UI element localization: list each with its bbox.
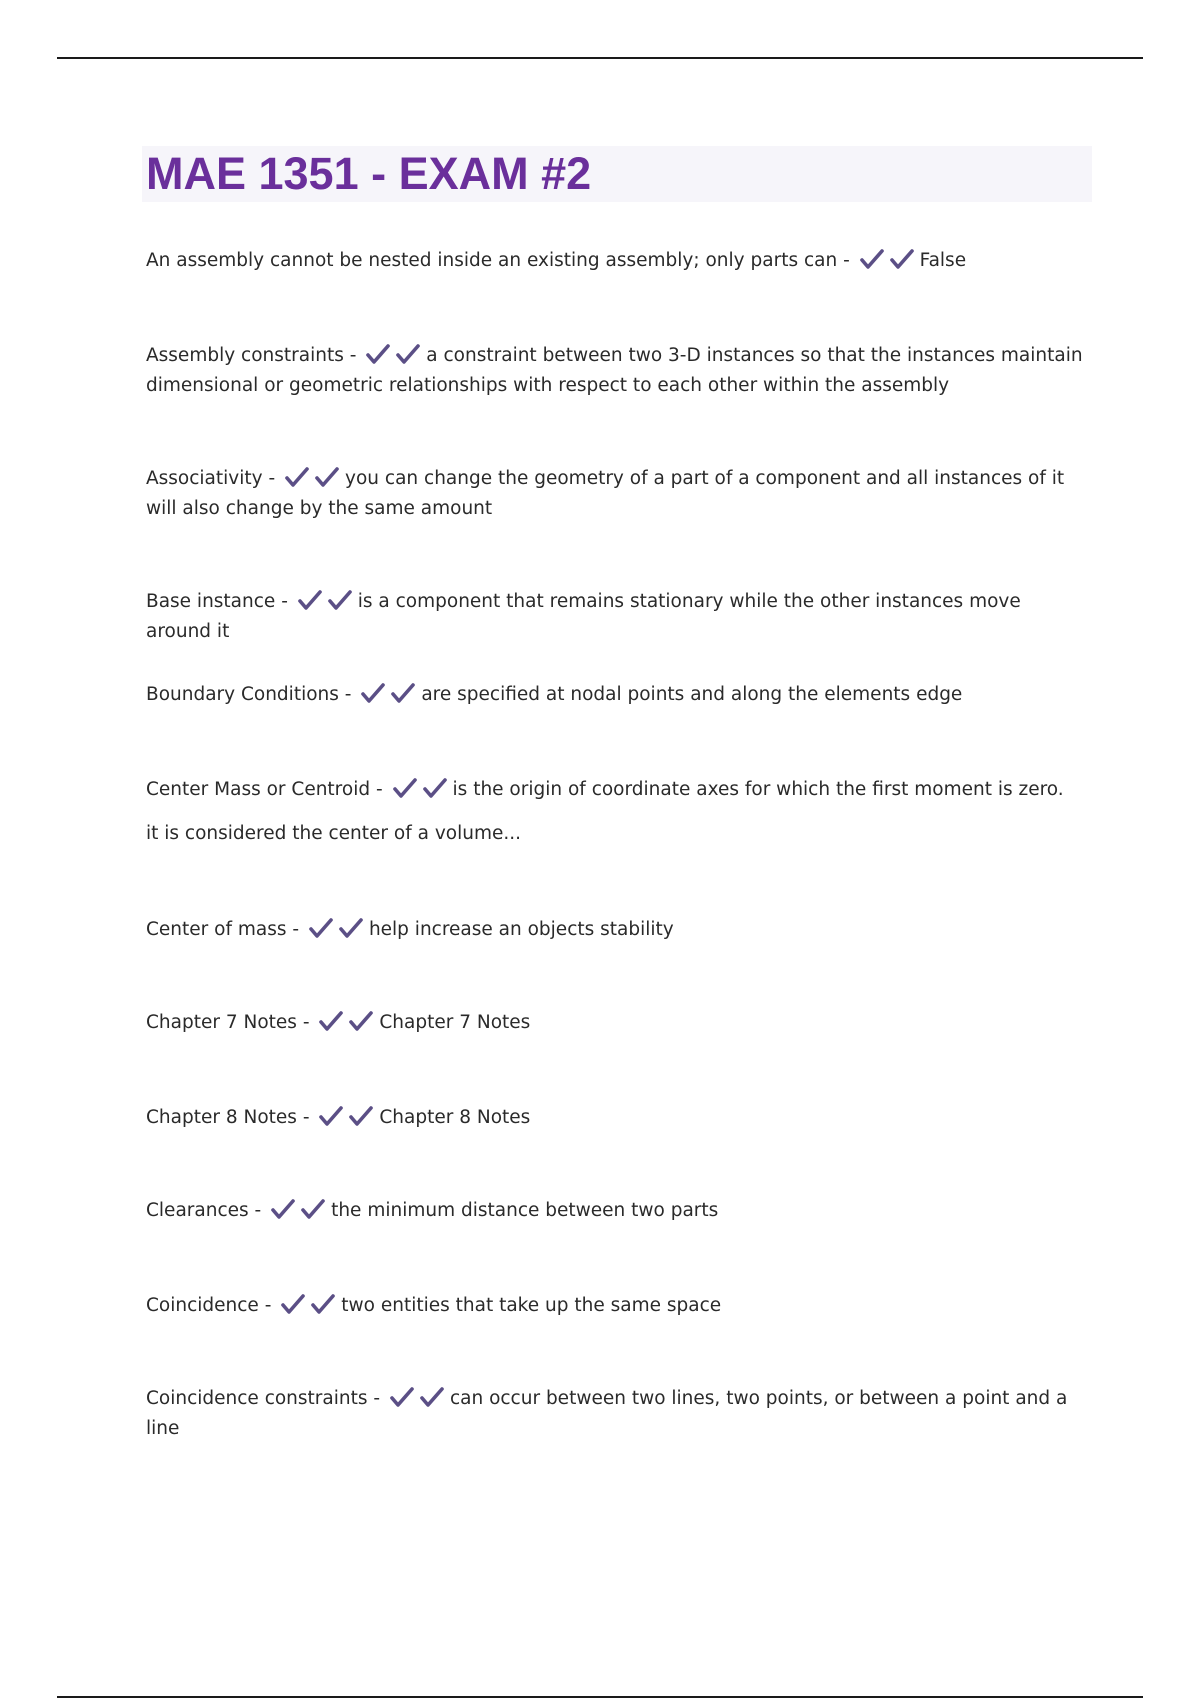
entry-definition: the minimum distance between two parts — [331, 1200, 719, 1221]
entry — [146, 246, 1086, 276]
entry-term: Coincidence — [146, 1295, 259, 1316]
entry-definition: two entities that take up the same space — [341, 1295, 722, 1316]
entry — [146, 1291, 1086, 1321]
check-icon — [420, 1386, 444, 1408]
top-rule — [57, 57, 1143, 59]
check-icon — [281, 1293, 305, 1315]
entry-term: Chapter 8 Notes — [146, 1107, 297, 1128]
entry-separator: - — [338, 684, 358, 705]
check-icon — [349, 1105, 373, 1127]
entry-separator: - — [837, 250, 856, 271]
entry-separator: - — [286, 919, 305, 940]
check-icon — [361, 682, 385, 704]
entry-term: An assembly cannot be nested inside an existing assembly; only parts can — [146, 250, 838, 271]
check-icon — [393, 777, 417, 799]
entry — [146, 915, 1086, 945]
check-icon — [311, 1293, 335, 1315]
entry-extra: it is considered the center of a volume... — [146, 823, 522, 844]
entry-separator: - — [367, 1388, 386, 1409]
entry-definition: Chapter 7 Notes — [379, 1012, 531, 1033]
check-icon — [890, 248, 914, 270]
entry-definition: Chapter 8 Notes — [379, 1107, 531, 1128]
entry-separator: - — [248, 1200, 268, 1221]
check-icon — [315, 466, 339, 488]
entry-term: Coincidence constraints — [146, 1388, 368, 1409]
check-icon — [298, 589, 322, 611]
entry-separator: - — [343, 345, 363, 366]
entry — [146, 1008, 1086, 1038]
entry-separator: - — [258, 1295, 278, 1316]
entry-definition: False — [919, 250, 967, 271]
entry-definition: is a component that remains stationary while the other instances move around it — [146, 591, 1021, 642]
entry — [146, 1103, 1086, 1133]
check-icon — [285, 466, 309, 488]
entry-definition: help increase an objects stability — [368, 919, 674, 940]
bottom-rule — [57, 1696, 1143, 1698]
entry-term: Clearances — [146, 1200, 249, 1221]
document-title: MAE 1351 - EXAM #2 — [146, 148, 592, 199]
check-icon — [319, 1105, 343, 1127]
entry — [146, 680, 1086, 710]
entry-term: Chapter 7 Notes — [146, 1012, 297, 1033]
entry-definition: are specified at nodal points and along the elements edge — [421, 684, 963, 705]
check-icon — [328, 589, 352, 611]
entry-term: Boundary Conditions — [146, 684, 339, 705]
check-icon — [423, 777, 447, 799]
entry — [146, 587, 1086, 647]
entry — [146, 1384, 1086, 1444]
check-icon — [301, 1198, 325, 1220]
check-icon — [391, 682, 415, 704]
entry-term: Associativity — [146, 468, 263, 489]
entry-term: Base instance — [146, 591, 276, 612]
entry — [146, 1196, 1086, 1226]
entry-separator: - — [275, 591, 294, 612]
entry-definition: can occur between two lines, two points, or between a point and a line — [146, 1388, 1068, 1439]
entry-definition: a constraint between two 3-D instances so that the instances maintain dimensional or geometric relationships with respect to each other within the assembly — [146, 345, 1083, 396]
entry — [146, 341, 1086, 401]
entry-separator: - — [370, 779, 389, 800]
entry-separator: - — [296, 1012, 316, 1033]
check-icon — [860, 248, 884, 270]
entry-separator: - — [296, 1107, 316, 1128]
entry — [146, 775, 1086, 849]
entry — [146, 464, 1086, 524]
entry-term: Center of mass — [146, 919, 287, 940]
check-icon — [271, 1198, 295, 1220]
check-icon — [319, 1010, 343, 1032]
entry-term: Center Mass or Centroid — [146, 779, 371, 800]
entry-definition: you can change the geometry of a part of a component and all instances of it will also change by the same amount — [146, 468, 1065, 519]
check-icon — [339, 917, 363, 939]
check-icon — [309, 917, 333, 939]
check-icon — [366, 343, 390, 365]
check-icon — [396, 343, 420, 365]
entry-term: Assembly constraints — [146, 345, 344, 366]
entry-definition: is the origin of coordinate axes for which the first moment is zero. — [452, 779, 1064, 800]
check-icon — [390, 1386, 414, 1408]
check-icon — [349, 1010, 373, 1032]
entry-separator: - — [262, 468, 282, 489]
